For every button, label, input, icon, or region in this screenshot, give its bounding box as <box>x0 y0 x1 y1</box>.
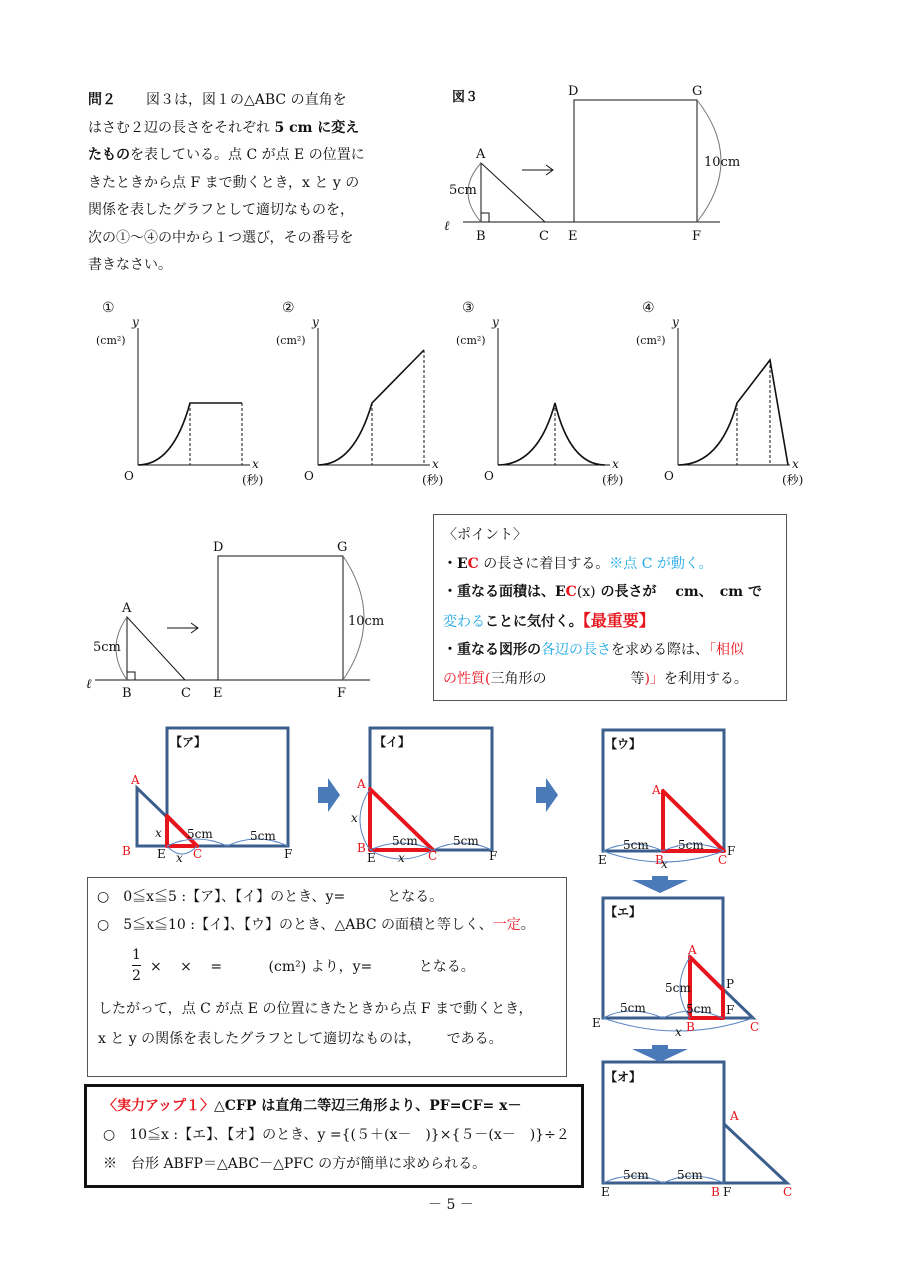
q-line: 書きなさい。 <box>88 257 172 273</box>
q-line: 次の①～④の中から１つ選び，その番号を <box>88 229 354 246</box>
panel-u-C-label: C <box>718 853 728 867</box>
graph-unit_x: (秒) <box>242 473 264 487</box>
panel-a-B-label: B <box>122 844 131 858</box>
graph-origin: O <box>124 469 134 483</box>
panel-i-x2-label: x <box>398 851 405 865</box>
q-bold: たもの <box>88 147 130 163</box>
t: × × = (cm²) より，y= となる。 <box>150 959 475 975</box>
t: 各辺の長さ <box>541 642 611 658</box>
panel-a-s2-label: 5cm <box>250 829 276 843</box>
panel-e-s1-label: 5cm <box>620 1001 646 1015</box>
panel-u-B-label: B <box>655 853 664 867</box>
figure-title: 図３ <box>452 90 479 105</box>
t: の性質( <box>443 670 491 687</box>
graph-x: x <box>252 457 259 471</box>
point-title: 〈ポイント〉 <box>443 527 527 543</box>
q-line: 関係を表したグラフとして適切なものを， <box>88 202 354 218</box>
graph-unit_y: (cm²) <box>96 334 126 347</box>
label: G <box>337 540 348 555</box>
panel-i-s2-label: 5cm <box>453 834 479 848</box>
label: D <box>213 540 224 555</box>
arrow-right-icon <box>318 778 340 812</box>
label: E <box>213 686 223 701</box>
graph-origin: O <box>304 469 314 483</box>
question-number: 問２ <box>88 92 116 108</box>
panel-i-s1-label: 5cm <box>392 834 418 848</box>
figure-3 <box>463 100 721 222</box>
panel-a-s1-label: 5cm <box>187 827 213 841</box>
square-defg <box>574 100 697 222</box>
t: 三角形の 等 <box>490 670 645 687</box>
panel-e-title-label: 【エ】 <box>605 905 642 919</box>
panel-u-title-label: 【ウ】 <box>605 737 642 751</box>
label: C <box>181 686 191 701</box>
square-defg <box>218 556 343 680</box>
answer-text: ○ 0≦x≦5 :【ア】、【イ】のとき、y= となる。 ○ 5≦x≦10 :【イ】、【ウ】のとき、△ABC の面積と等しく、一定。 <box>97 883 535 939</box>
graph-y: y <box>132 315 139 329</box>
frac-num: 1 <box>132 945 141 966</box>
t: (x) <box>576 584 596 600</box>
graph-label: ① <box>102 300 115 316</box>
panel-i-title-label: 【イ】 <box>374 735 411 749</box>
t: を求める際は、 <box>611 642 709 658</box>
label: ℓ <box>86 677 92 692</box>
t: ・重なる面積は、E <box>443 584 566 600</box>
panel-o-title-label: 【オ】 <box>605 1070 642 1084</box>
t: 〈実力アップ１〉 <box>103 1098 215 1114</box>
t: ・E <box>443 555 468 572</box>
graph-unit_x: (秒) <box>602 473 624 487</box>
graph-origin: O <box>664 469 674 483</box>
graph-curve <box>498 403 605 465</box>
graph-unit_y: (cm²) <box>456 334 486 347</box>
t: 【最重要】 <box>582 610 655 630</box>
panel-u-F-label: F <box>727 844 736 858</box>
q-line: はさむ２辺の長さをそれぞれ <box>88 119 275 136</box>
t: C <box>467 555 479 572</box>
graph-curve <box>678 360 788 465</box>
t: ○ 10≦x :【エ】、【オ】のとき、y ={(５＋(x－ )}×{５－(x－ )}÷２ <box>103 1127 570 1143</box>
graph-x: x <box>612 457 619 471</box>
panel-u-x-label: x <box>661 857 668 871</box>
label: 10cm <box>348 614 385 629</box>
label: B <box>476 229 486 244</box>
graph-label: ③ <box>462 300 475 316</box>
label: D <box>568 84 579 99</box>
panel-a-F-label: F <box>284 847 293 861</box>
panel-u-s2-label: 5cm <box>678 838 704 852</box>
label: ℓ <box>444 219 450 234</box>
q-line: を表している。点 C が点 E の位置に <box>130 147 365 163</box>
t: したがって，点 C が点 E の位置にきたときから点 F まで動くとき， <box>98 1001 533 1017</box>
label: 5cm <box>93 640 121 655</box>
panel-i-x1-label: x <box>351 811 358 825</box>
panel-a-x2-label: x <box>176 851 183 865</box>
panel-u-s1-label: 5cm <box>623 838 649 852</box>
graph-x: x <box>792 457 799 471</box>
t: ことに気付く。 <box>485 613 583 630</box>
t: ※ 台形 ABFP＝△ABC－△PFC の方が簡単に求められる。 <box>103 1156 487 1172</box>
panel-e-B-label: B <box>686 1020 695 1034</box>
t: ・重なる図形の <box>443 642 541 658</box>
q-line: きたときから点 F まで動くとき，x と y の <box>88 174 360 191</box>
t: △CFP は直角二等辺三角形より、PF=CF= x－ <box>214 1098 522 1114</box>
t: の長さに着目する。 <box>478 555 610 572</box>
t: ○ 0≦x≦5 :【ア】、【イ】のとき、y= となる。 <box>97 889 444 905</box>
label: 5cm <box>449 183 477 198</box>
triangle-abc <box>481 163 545 222</box>
right-angle-mark <box>127 672 135 680</box>
graph-unit_x: (秒) <box>422 473 444 487</box>
label: F <box>337 686 347 701</box>
t: の長さが cm、 cm で <box>595 584 762 600</box>
t: ○ 5≦x≦10 :【イ】、【ウ】のとき、△ABC の面積と等しく、 <box>97 917 493 933</box>
graph-unit_y: (cm²) <box>276 334 306 347</box>
graph-x: x <box>432 457 439 471</box>
frac-den: 2 <box>132 968 141 984</box>
panel-e-C-label: C <box>750 1020 760 1034</box>
panel-a-A-label: A <box>131 773 140 787</box>
q-bold: 5 cm に変え <box>274 119 360 136</box>
panel-e-s3-label: 5cm <box>665 981 691 995</box>
graph-label: ④ <box>642 300 655 316</box>
graph-y: y <box>672 315 679 329</box>
t: x と y の関係を表したグラフとして適切なものは， である。 <box>98 1031 503 1047</box>
panel-o-s2-label: 5cm <box>677 1168 703 1182</box>
label: G <box>692 84 703 99</box>
label: F <box>692 229 702 244</box>
panel-i-A-label: A <box>357 777 366 791</box>
graph-y: y <box>492 315 499 329</box>
panel-e-P-label: P <box>726 977 735 991</box>
panel-a-title-label: 【ア】 <box>170 735 207 749</box>
panel-o-F-label: F <box>723 1185 732 1199</box>
arrow-down-icon <box>632 1045 688 1062</box>
figure-copy <box>95 556 370 680</box>
graph-unit_x: (秒) <box>782 473 804 487</box>
t: 一定 <box>492 917 521 933</box>
label: E <box>568 229 578 244</box>
graph-origin: O <box>484 469 494 483</box>
panel-e-x-label: x <box>675 1025 682 1039</box>
panel-e-E-label: E <box>592 1016 601 1030</box>
panel-i-E-label: E <box>367 851 376 865</box>
panel-o-C-label: C <box>783 1185 793 1199</box>
graph-y: y <box>312 315 319 329</box>
label: B <box>122 686 132 701</box>
panel-a-x1-label: x <box>155 826 162 840</box>
panel-i-C-label: C <box>428 849 438 863</box>
arrow-right-icon <box>536 778 558 812</box>
label: A <box>476 147 486 162</box>
t: を利用する。 <box>663 670 748 687</box>
panel-i-B-label: B <box>357 841 366 855</box>
graph-label: ② <box>282 300 295 316</box>
triangle-abc <box>127 617 185 680</box>
t: 変わる <box>443 613 485 630</box>
label: A <box>122 601 132 616</box>
panel-o-triangle <box>724 1124 787 1183</box>
panel-e-F-label: F <box>726 1003 735 1017</box>
panel-o-s1-label: 5cm <box>623 1168 649 1182</box>
panel-i-F-label: F <box>489 849 498 863</box>
panel-u-E-label: E <box>598 853 607 867</box>
page-number: － 5 － <box>428 1197 474 1213</box>
right-angle-mark <box>481 213 489 222</box>
panel-a-E-label: E <box>157 847 166 861</box>
panel-e-s2-label: 5cm <box>686 1002 712 1016</box>
t: )」 <box>644 670 664 687</box>
label: 10cm <box>704 155 741 170</box>
arrow-down-icon <box>632 876 688 893</box>
graph-unit_y: (cm²) <box>636 334 666 347</box>
panel-e-A-label: A <box>688 943 697 957</box>
q-line: 図３は，図１の△ABC の直角を <box>146 92 347 108</box>
panel-o-B-label: B <box>711 1185 720 1199</box>
t: 「相似 <box>709 642 744 658</box>
panel-u-A-label: A <box>652 783 661 797</box>
panel-a-C-label: C <box>193 847 203 861</box>
t: C <box>565 584 577 600</box>
graph-curve <box>318 350 424 465</box>
t: ※点 C が動く。 <box>609 555 713 572</box>
panel-o-A-label: A <box>730 1109 739 1123</box>
panel-o-E-label: E <box>601 1185 610 1199</box>
label: C <box>539 229 549 244</box>
